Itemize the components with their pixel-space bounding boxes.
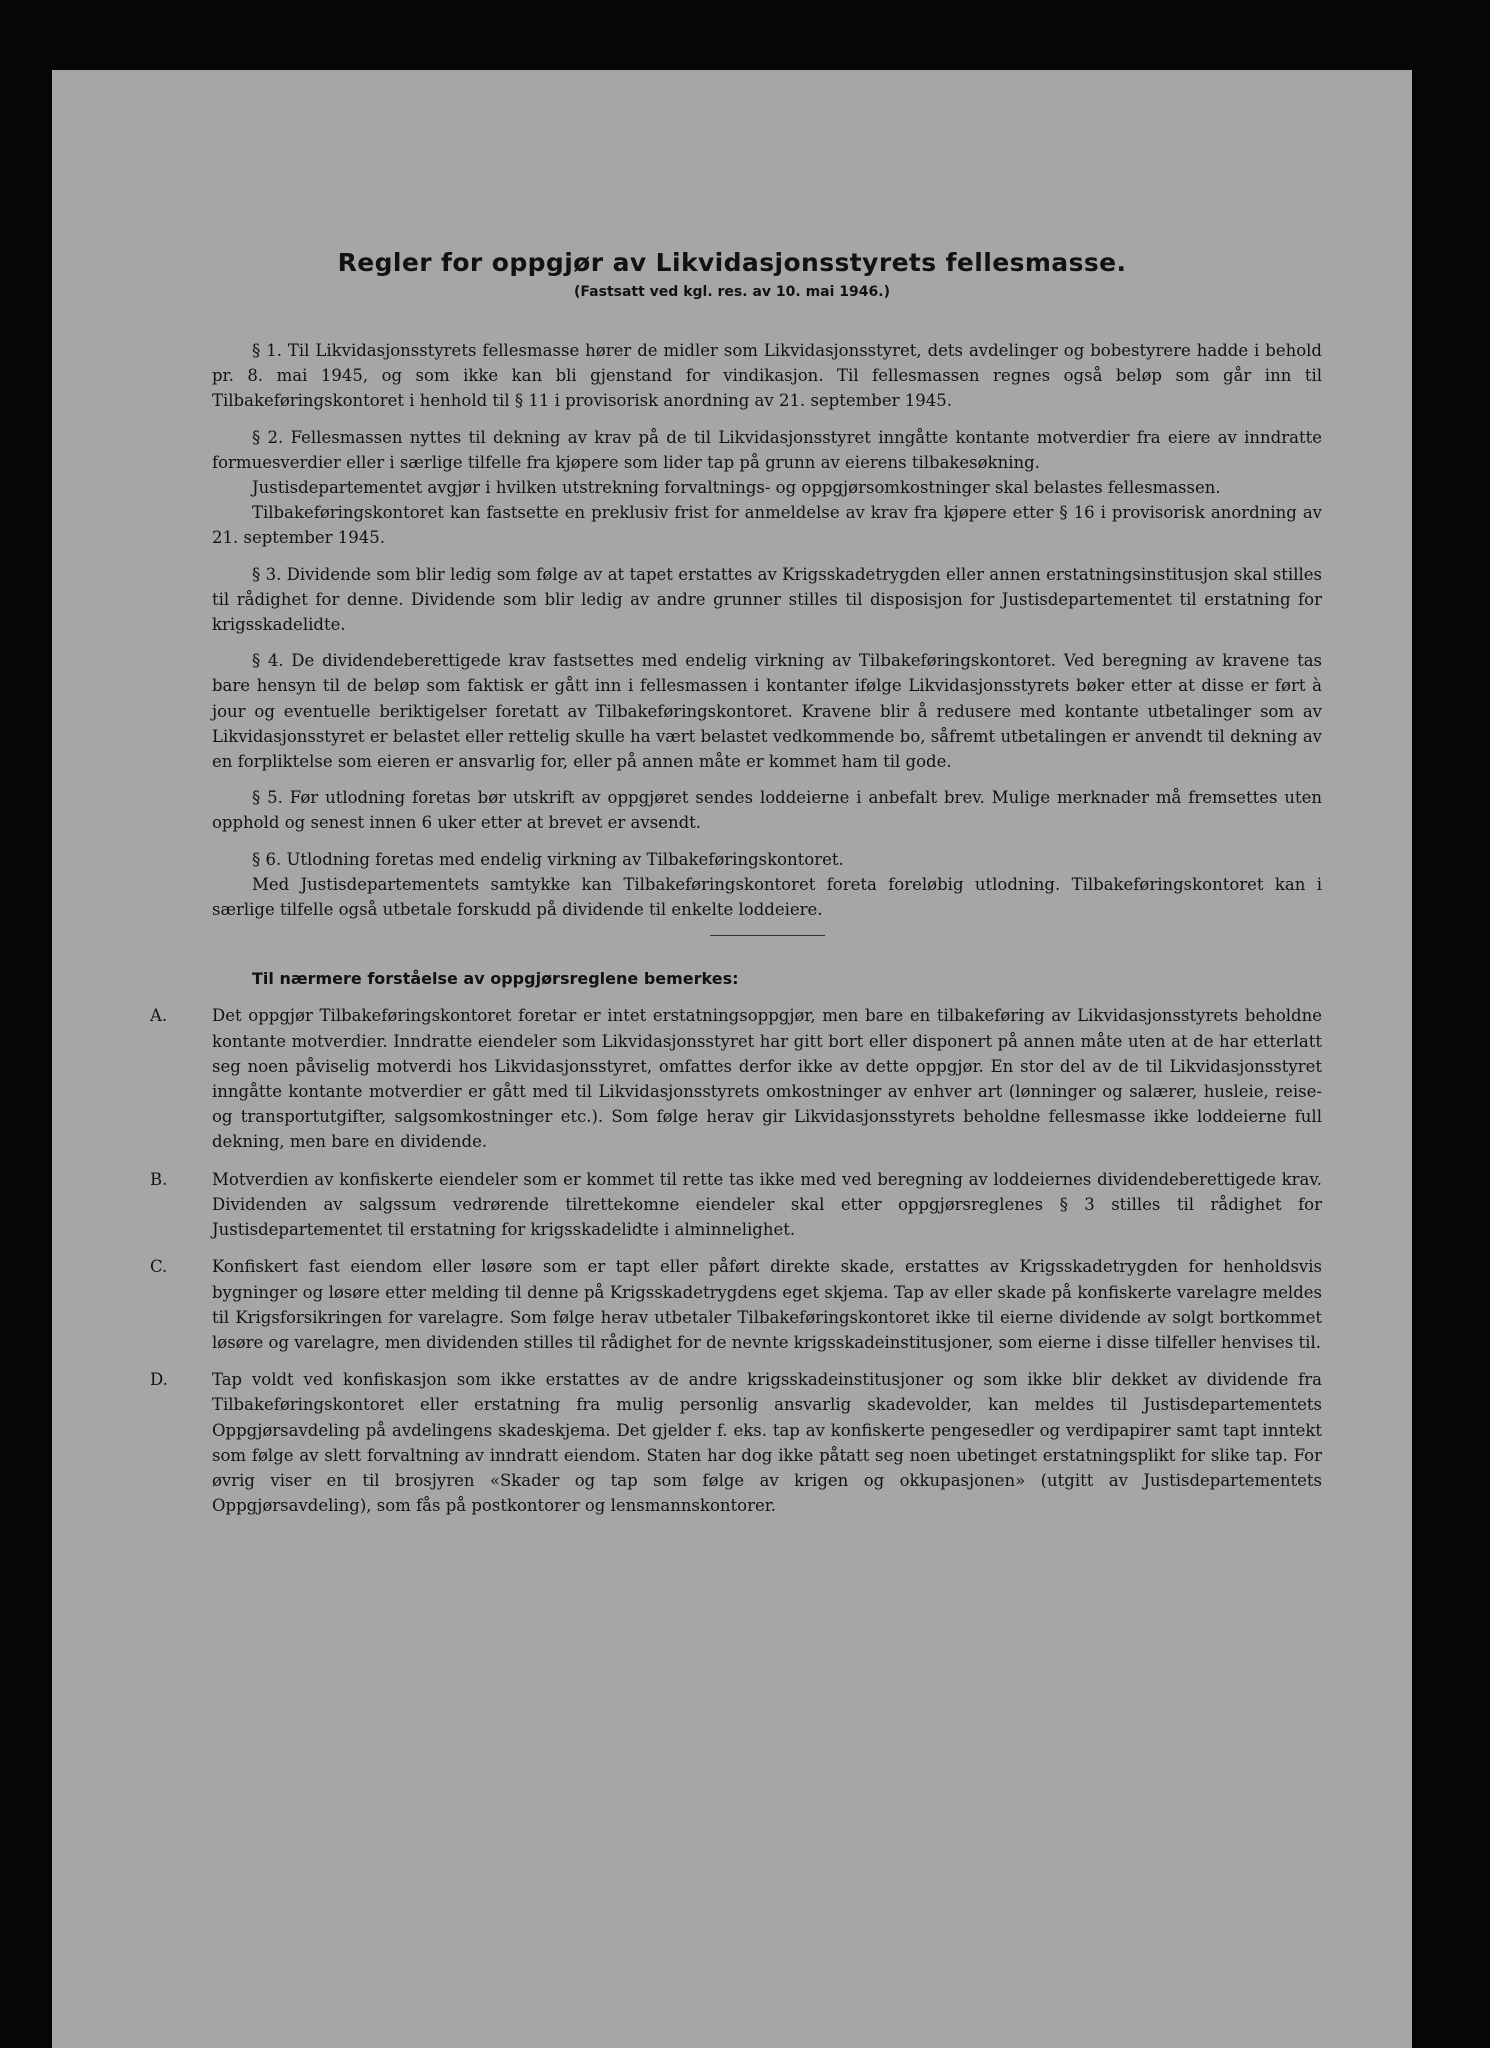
section-3 — [212, 562, 1322, 638]
section-paragraph: § 4. De dividendeberettigede krav fastsettes med endelig virkning av Tilbakeføringskontoret. Ved beregning av kravene tas bare hensyn til de beløp som faktisk er gått inn i fellesmassen i kontanter ifølge Likvidasjonsstyrets bøker etter at disse er ført à jour og eventuelle beriktigelser foretatt av Tilbakeføringskontoret. Kravene blir å redusere med kontante utbetalinger som av Likvidasjonsstyret er belastet eller rettelig skulle ha vært belastet vedkommende bo, såfremt utbetalingen er anvendt til dekning av en forpliktelse som eieren er ansvarlig for, eller på annen måte er kommet ham til gode. — [212, 651, 1322, 772]
section-2 — [212, 425, 1322, 551]
section-paragraph: § 3. Dividende som blir ledig som følge av at tapet erstattes av Krigsskadetrygden eller annen erstatningsinstitusjon skal stilles til rådighet for denne. Dividende som blir ledig av andre grunner stilles til disposisjon for Justisdepartementet til erstatning for krigsskadelidte. — [212, 564, 1322, 635]
note-text: Det oppgjør Tilbakeføringskontoret foretar er intet erstatningsoppgjør, men bare en tilbakeføring av Likvidasjonsstyrets beholdne kontante motverdier. Inndratte eiendeler som Likvidasjonsstyret har gitt bort eller disponert på annen måte uten at de har etterlatt seg noen påviselig motverdi hos Likvidasjonsstyret, omfattes derfor ikke av dette oppgjør. En stor del av de til Likvidasjonsstyret inngåtte kontante motverdier er gått med til Likvidasjonsstyrets omkostninger av enhver art (lønninger og salærer, husleie, reise- og transportutgifter, salgsomkostninger etc.). Som følge herav gir Likvidasjonsstyrets beholdne fellesmasse ikke loddeierne full dekning, men bare en dividende. — [212, 1006, 1322, 1152]
section-divider — [710, 935, 825, 936]
section-paragraph: § 5. Før utlodning foretas bør utskrift av oppgjøret sendes loddeierne i anbefalt brev. Mulige merknader må fremsettes uten opphold og senest innen 6 uker etter at brevet er avsendt. — [212, 788, 1322, 833]
section-paragraph: Justisdepartementet avgjør i hvilken utstrekning forvaltnings- og oppgjørsomkostninger skal belastes fellesmassen. — [252, 478, 1221, 498]
section-5 — [212, 785, 1322, 835]
section-paragraph: § 1. Til Likvidasjonsstyrets fellesmasse hører de midler som Likvidasjonsstyret, dets avdelinger og bobestyrere hadde i behold pr. 8. mai 1945, og som ikke kan bli gjenstand for vindikasjon. Til fellesmassen regnes også beløp som går inn til Tilbakeføringskontoret i henhold til § 11 i provisorisk anordning av 21. september 1945. — [212, 341, 1322, 411]
document-title: Regler for oppgjør av Likvidasjonsstyrets fellesmasse. — [337, 248, 1127, 277]
document-page — [52, 70, 1412, 2048]
section-paragraph: § 6. Utlodning foretas med endelig virkning av Tilbakeføringskontoret. — [252, 849, 844, 869]
section-paragraph: Tilbakeføringskontoret kan fastsette en preklusiv frist for anmeldelse av krav fra kjøpere etter § 16 i provisorisk anordning av 21. september 1945. — [212, 503, 1322, 548]
section-6 — [212, 847, 1322, 923]
note-letter: C. — [150, 1257, 168, 1277]
section-paragraph: Med Justisdepartementets samtykke kan Tilbakeføringskontoret foreta foreløbig utlodning. Tilbakeføringskontoret kan i særlige tilfelle også utbetale forskudd på dividende til enkelte loddeiere. — [212, 874, 1322, 920]
note-letter: D. — [150, 1370, 168, 1390]
document-body — [150, 338, 1322, 1530]
note-b — [150, 1167, 1322, 1243]
note-text: Tap voldt ved konfiskasjon som ikke erstattes av de andre krigsskadeinstitusjoner og som ikke blir dekket av dividende fra Tilbakeføringskontoret eller erstatning fra mulig personlig ansvarlig skadevolder, kan meldes til Justisdepartementets Oppgjørsavdeling på avdelingens skadeskjema. Det gjelder f. eks. tap av konfiskerte pengesedler og verdipapirer samt tapt inntekt som følge av slett forvaltning av inndratt eiendom. Staten har dog ikke påtatt seg noen ubetinget erstatningsplikt for slike tap. For øvrig viser en til brosjyren «Skader og tap som følge av krigen og okkupasjonen» (utgitt av Justisdepartementets Oppgjørsavdeling), som fås på postkontorer og lensmannskontorer. — [212, 1370, 1322, 1516]
note-text: Konfiskert fast eiendom eller løsøre som er tapt eller påført direkte skade, erstattes av Krigsskadetrygden for henholdsvis bygninger og løsøre etter melding til denne på Krigsskadetrygdens eget skjema. Tap av eller skade på konfiskerte varelagre meldes til Krigsforsikringen for varelagre. Som følge herav utbetaler Tilbakeføringskontoret ikke til eierne dividende av solgt bortkommet løsøre og varelagre, men dividenden stilles til rådighet for de nevnte krigsskadeinstitusjoner, som eierne i disse tilfeller henvises til. — [212, 1257, 1322, 1352]
document-subtitle: (Fastsatt ved kgl. res. av 10. mai 1946.) — [574, 284, 890, 300]
note-letter: B. — [150, 1169, 168, 1189]
note-letter: A. — [150, 1006, 168, 1026]
section-paragraph: § 2. Fellesmassen nyttes til dekning av krav på de til Likvidasjonsstyret inngåtte kontante motverdier fra eiere av inndratte formuesverdier eller i særlige tilfelle fra kjøpere som lider tap på grunn av eierens tilbakesøkning. — [212, 427, 1322, 472]
note-d — [150, 1367, 1322, 1518]
notes-heading: Til nærmere forståelse av oppgjørsreglene bemerkes: — [252, 969, 739, 989]
section-4 — [212, 648, 1322, 774]
note-a — [150, 1003, 1322, 1154]
note-c — [150, 1254, 1322, 1355]
note-text: Motverdien av konfiskerte eiendeler som er kommet til rette tas ikke med ved beregning av loddeiernes dividendeberettigede krav. Dividenden av salgssum vedrørende tilrettekomne eiendeler skal etter oppgjørsreglenes § 3 stilles til rådighet for Justisdepartementet til erstatning for krigsskadelidte i alminnelighet. — [212, 1169, 1322, 1240]
section-1 — [212, 338, 1322, 414]
